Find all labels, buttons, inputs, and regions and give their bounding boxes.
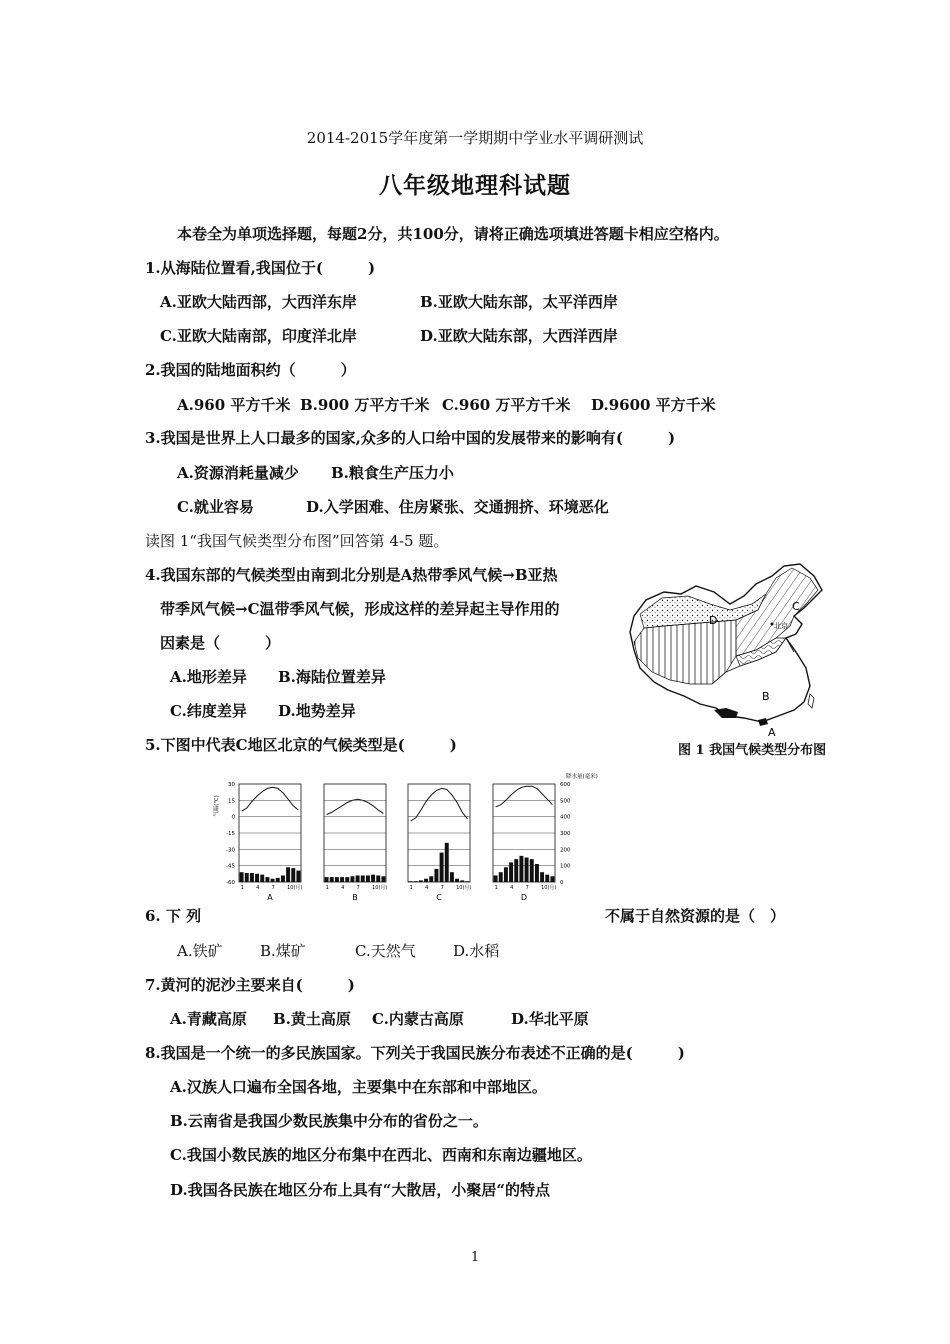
- precip-bar: [494, 875, 498, 882]
- q1-option-b: B.亚欧大陆东部，太平洋西岸: [420, 293, 618, 311]
- precip-bar: [361, 875, 365, 882]
- q6-stem-right: 不属于自然资源的是（ ）: [605, 907, 786, 925]
- precip-bar: [325, 877, 329, 882]
- precip-bar: [499, 872, 503, 882]
- precip-tick-label: 0: [560, 880, 564, 886]
- map-label-b: B: [762, 690, 770, 703]
- taiwan-island: [808, 694, 814, 708]
- instructions: 本卷全为单项选择题，每题2分，共100分，请将正确选项填进答题卡相应空格内。: [177, 225, 729, 243]
- q4-option-b: B.海陆位置差异: [278, 668, 386, 686]
- precip-bar: [335, 877, 339, 882]
- temperature-line: [242, 787, 299, 811]
- q2-option-c: C.960 万平方千米: [442, 396, 571, 414]
- q4-stem-line1: 4.我国东部的气候类型由南到北分别是A热带季风气候→B亚热: [145, 566, 558, 584]
- precip-tick-label: 600: [560, 782, 571, 788]
- q8-stem: 8.我国是一个统一的多民族国家。下列关于我国民族分布表述不正确的是( ): [145, 1044, 685, 1062]
- month-tick-label: 4: [341, 885, 345, 891]
- precip-bar: [545, 875, 549, 882]
- month-tick-label: 10(月): [372, 885, 388, 891]
- q7-option-a: A.青藏高原: [170, 1010, 247, 1028]
- precip-bar: [376, 875, 380, 882]
- precip-tick-label: 300: [560, 831, 571, 837]
- q6-option-c: C.天然气: [355, 942, 416, 960]
- month-tick-label: 1: [494, 885, 498, 891]
- q5-stem: 5.下图中代表C地区北京的气候类型是( ): [145, 736, 457, 754]
- temp-tick-label: -60: [226, 880, 235, 886]
- precip-bar: [276, 878, 280, 882]
- q7-option-b: B.黄土高原: [273, 1010, 351, 1028]
- q7-stem: 7.黄河的泥沙主要来自( ): [145, 976, 355, 994]
- q7-option-d: D.华北平原: [511, 1010, 589, 1028]
- figure1-caption: 图 1 我国气候类型分布图: [678, 743, 827, 758]
- q2-stem: 2.我国的陆地面积约（ ）: [145, 361, 356, 379]
- precip-bar: [540, 872, 544, 882]
- precip-bar: [381, 876, 385, 882]
- temp-tick-label: 15: [228, 798, 235, 805]
- q6-option-a: A.铁矿: [177, 942, 223, 960]
- temp-tick-label: 0: [231, 814, 235, 821]
- precip-bar: [514, 859, 518, 882]
- precip-tick-label: 500: [560, 798, 571, 805]
- q4-stem-line3: 因素是（ ）: [160, 634, 281, 652]
- precip-bar: [281, 875, 285, 882]
- chart-label: A: [267, 893, 273, 902]
- q6-option-d: D.水稻: [453, 942, 500, 960]
- temp-axis-label: 气温(℃): [214, 795, 220, 817]
- temperature-line: [327, 799, 384, 814]
- exam-title: 八年级地理科试题: [379, 172, 571, 199]
- precip-bar: [419, 880, 423, 882]
- temperature-line: [411, 788, 468, 821]
- q8-option-a: A.汉族人口遍布全国各地，主要集中在东部和中部地区。: [170, 1078, 547, 1096]
- precip-bar: [455, 879, 459, 882]
- month-tick-label: 7: [440, 885, 444, 891]
- temp-tick-label: -15: [226, 831, 235, 837]
- q4-option-a: A.地形差异: [170, 668, 247, 686]
- precip-bar: [255, 874, 259, 882]
- q6-stem-left: 6. 下 列: [145, 907, 202, 925]
- month-tick-label: 1: [240, 885, 244, 891]
- q2-option-b: B.900 万平方千米: [300, 396, 430, 414]
- q2-option-a: A.960 平方千米: [177, 396, 291, 414]
- precip-bar: [271, 879, 275, 882]
- precip-axis-label: 降水量(毫米): [566, 774, 598, 780]
- month-tick-label: 7: [271, 885, 275, 891]
- map-label-d: D: [709, 614, 718, 627]
- q4-stem-line2: 带季风气候→C温带季风气候，形成这样的差异起主导作用的: [160, 600, 560, 618]
- chart-label: D: [520, 893, 528, 902]
- q8-option-b: B.云南省是我国少数民族集中分布的省份之一。: [170, 1112, 488, 1130]
- q4-option-c: C.纬度差异: [170, 702, 247, 720]
- temp-tick-label: 30: [228, 782, 235, 788]
- precip-bar: [525, 858, 529, 883]
- exam-subtitle: 2014-2015学年度第一学期期中学业水平调研测试: [306, 129, 644, 147]
- precip-bar: [356, 875, 360, 882]
- chart-label: B: [352, 893, 358, 902]
- q1-stem: 1.从海陆位置看,我国位于( ): [145, 259, 376, 277]
- precip-bar: [296, 871, 300, 882]
- precip-bar: [250, 873, 254, 882]
- precip-bar: [550, 876, 554, 882]
- q2-option-d: D.9600 平方千米: [591, 396, 716, 414]
- precip-bar: [519, 856, 523, 882]
- q3-option-a: A.资源消耗量减少: [177, 464, 299, 482]
- q1-option-c: C.亚欧大陆南部，印度洋北岸: [160, 327, 357, 345]
- precip-bar: [434, 869, 438, 882]
- precip-bar: [440, 853, 444, 882]
- month-tick-label: 4: [510, 885, 514, 891]
- map-label-beijing: 北京: [774, 622, 788, 630]
- q8-option-c: C.我国小数民族的地区分布集中在西北、西南和东南边疆地区。: [170, 1146, 592, 1164]
- month-tick-label: 10(月): [456, 885, 472, 891]
- precip-bar: [265, 877, 269, 882]
- precip-bar: [445, 843, 449, 882]
- precip-tick-label: 400: [560, 814, 571, 821]
- month-tick-label: 7: [525, 885, 529, 891]
- temperature-line: [496, 786, 553, 807]
- precip-bar: [291, 868, 295, 882]
- precip-bar: [509, 862, 513, 882]
- precip-bar: [245, 873, 249, 882]
- precip-bar: [424, 879, 428, 882]
- precip-bar: [345, 877, 349, 882]
- q6-option-b: B.煤矿: [260, 942, 306, 960]
- precip-bar: [350, 876, 354, 882]
- precip-bar: [450, 872, 454, 882]
- map-label-a: A: [768, 726, 776, 739]
- q3-stem: 3.我国是世界上人口最多的国家,众多的人口给中国的发展带来的影响有( ): [145, 429, 676, 447]
- precip-bar: [371, 875, 375, 882]
- q3-option-c: C.就业容易: [177, 498, 254, 516]
- precip-bar: [240, 872, 244, 882]
- q7-option-c: C.内蒙古高原: [372, 1010, 464, 1028]
- read-intro: 读图 1“我国气候类型分布图”回答第 4-5 题。: [145, 532, 449, 550]
- precip-bar: [535, 864, 539, 882]
- precip-bar: [465, 881, 469, 882]
- month-tick-label: 7: [356, 885, 360, 891]
- q8-option-d: D.我国各民族在地区分布上具有“大散居，小聚居“的特点: [170, 1181, 550, 1199]
- q3-option-d: D.入学困难、住房紧张、交通拥挤、环境恶化: [306, 498, 609, 516]
- map-label-c: C: [792, 600, 800, 613]
- precip-bar: [260, 875, 264, 882]
- precip-bar: [286, 867, 290, 882]
- q4-option-d: D.地势差异: [278, 702, 356, 720]
- chart-label: C: [436, 893, 442, 902]
- precip-bar: [340, 877, 344, 882]
- precip-bar: [504, 867, 508, 882]
- precip-bar: [530, 859, 534, 882]
- page-number: 1: [470, 1250, 480, 1265]
- precip-bar: [366, 875, 370, 882]
- q3-option-b: B.粮食生产压力小: [331, 464, 454, 482]
- climate-charts: [212, 774, 598, 906]
- temp-tick-label: -45: [226, 863, 235, 870]
- month-tick-label: 1: [325, 885, 329, 891]
- month-tick-label: 10(月): [541, 885, 557, 891]
- precip-bar: [330, 877, 334, 882]
- month-tick-label: 4: [425, 885, 429, 891]
- precip-tick-label: 200: [560, 847, 571, 854]
- precip-bar: [414, 881, 418, 882]
- precip-bar: [460, 880, 464, 882]
- month-tick-label: 1: [409, 885, 413, 891]
- climate-type-map: [626, 564, 826, 742]
- precip-tick-label: 100: [560, 863, 571, 870]
- q1-option-a: A.亚欧大陆西部，大西洋东岸: [160, 293, 357, 311]
- precip-bar: [409, 881, 413, 882]
- q1-option-d: D.亚欧大陆东部，大西洋西岸: [420, 327, 618, 345]
- temp-tick-label: -30: [226, 847, 235, 854]
- month-tick-label: 10(月): [287, 885, 303, 891]
- precip-bar: [429, 876, 433, 882]
- month-tick-label: 4: [256, 885, 260, 891]
